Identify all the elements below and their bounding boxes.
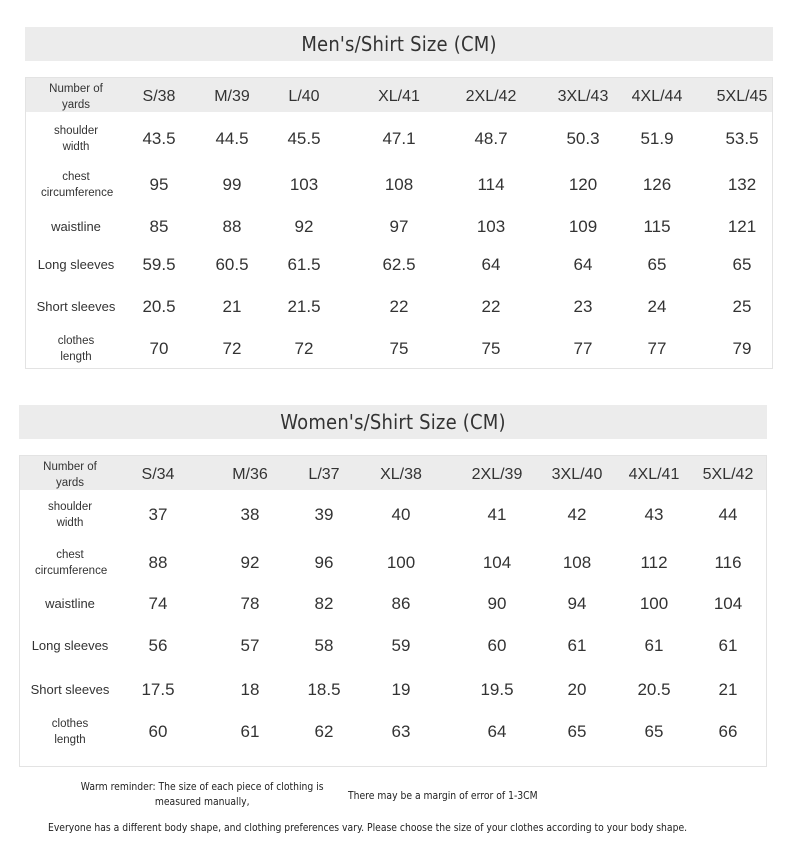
women-size-value: 18.5 [307, 680, 341, 699]
women-size-value: 56 [148, 636, 168, 655]
men-size-value: 20.5 [142, 297, 176, 316]
women-size-value: 104 [713, 594, 743, 613]
women-size-value: 112 [640, 553, 668, 572]
women-size-value: 44 [718, 505, 738, 524]
men-size-value: 43.5 [142, 129, 176, 148]
women-size-value: 60 [487, 636, 507, 655]
women-size-value: 92 [240, 553, 260, 572]
women-size-value: 21 [718, 680, 738, 699]
men-size-value: 121 [727, 217, 757, 236]
women-size-value: 37 [148, 505, 168, 524]
men-size-value: 97 [389, 217, 409, 236]
men-size-value: 59.5 [142, 255, 176, 274]
women-size-value: 116 [714, 553, 742, 572]
men-size-value: 22 [481, 297, 501, 316]
women-size-value: 42 [567, 505, 587, 524]
women-size-value: 78 [240, 594, 260, 613]
men-size-value: 21 [222, 297, 242, 316]
women-size-value: 38 [240, 505, 260, 524]
women-size-value: 61 [718, 636, 738, 655]
women-size-header: 4XL/41 [628, 466, 680, 483]
men-size-value: 79 [732, 339, 752, 358]
women-size-value: 104 [482, 553, 512, 572]
men-size-value: 99 [222, 175, 242, 194]
men-size-value: 77 [573, 339, 593, 358]
women-size-value: 100 [639, 594, 669, 613]
women-size-value: 65 [567, 722, 587, 741]
women-row-label: waistline [45, 596, 95, 611]
men-size-header: M/39 [214, 88, 250, 105]
men-row-label: shoulder width [53, 125, 99, 153]
women-size-value: 74 [148, 594, 168, 613]
men-size-value: 50.3 [566, 129, 600, 148]
women-size-value: 86 [391, 594, 411, 613]
women-size-section [19, 405, 767, 767]
men-size-value: 108 [384, 175, 414, 194]
men-size-value: 77 [647, 339, 667, 358]
women-size-value: 62 [314, 722, 334, 741]
women-size-value: 61 [567, 636, 587, 655]
men-size-table [25, 77, 773, 369]
men-size-header: XL/41 [378, 88, 420, 105]
men-size-header: 2XL/42 [465, 88, 517, 105]
men-size-value: 126 [642, 175, 672, 194]
men-row-label: Long sleeves [37, 257, 115, 272]
women-size-value: 60 [148, 722, 168, 741]
men-row-label: chest circumference [41, 171, 114, 199]
women-size-value: 63 [391, 722, 411, 741]
men-size-header: S/38 [142, 88, 176, 105]
women-size-header: XL/38 [380, 466, 422, 483]
error-margin-note: There may be a margin of error of 1-3CM [348, 790, 538, 802]
men-size-value: 72 [222, 339, 242, 358]
women-size-value: 66 [718, 722, 738, 741]
men-size-value: 22 [389, 297, 409, 316]
women-size-value: 108 [562, 553, 592, 572]
men-size-value: 88 [222, 217, 242, 236]
men-size-title: Men's/Shirt Size (CM) [25, 27, 773, 61]
women-header-label: Number of yards [43, 461, 97, 489]
warm-reminder-note: Warm reminder: The size of each piece of clothing is measured manually, [80, 781, 324, 808]
women-size-header: 3XL/40 [551, 466, 603, 483]
men-size-value: 24 [647, 297, 667, 316]
women-size-value: 94 [567, 594, 587, 613]
men-size-value: 103 [289, 175, 319, 194]
women-row-label: chest circumference [35, 549, 108, 577]
men-size-value: 95 [149, 175, 169, 194]
women-size-value: 57 [240, 636, 260, 655]
men-size-value: 109 [568, 217, 598, 236]
men-size-value: 75 [481, 339, 501, 358]
women-size-header: 2XL/39 [471, 466, 523, 483]
men-size-value: 65 [647, 255, 667, 274]
women-row-label: clothes length [51, 718, 89, 746]
men-size-value: 120 [568, 175, 598, 194]
women-size-value: 90 [487, 594, 507, 613]
women-size-value: 96 [314, 553, 334, 572]
women-size-value: 61 [644, 636, 664, 655]
men-size-value: 60.5 [215, 255, 249, 274]
women-size-value: 19 [391, 680, 411, 699]
women-row-label: Short sleeves [30, 682, 110, 697]
women-size-header: M/36 [232, 466, 268, 483]
women-size-header: L/37 [308, 466, 340, 483]
women-row-label: shoulder width [47, 501, 93, 529]
women-size-value: 61 [240, 722, 260, 741]
women-size-value: 20 [567, 680, 587, 699]
body-shape-note: Everyone has a different body shape, and clothing preferences vary. Please choose the size of your clothes according to your body shape. [48, 822, 688, 834]
women-size-value: 17.5 [141, 680, 175, 699]
men-size-value: 64 [573, 255, 593, 274]
men-size-value: 61.5 [287, 255, 321, 274]
men-row-label: clothes length [57, 335, 95, 363]
women-size-value: 100 [386, 553, 416, 572]
women-size-table [19, 455, 767, 767]
men-size-value: 44.5 [215, 129, 249, 148]
men-size-value: 64 [481, 255, 501, 274]
men-size-value: 132 [727, 175, 757, 194]
men-header-label: Number of yards [49, 83, 103, 111]
men-size-value: 115 [643, 217, 671, 236]
men-size-value: 25 [732, 297, 752, 316]
men-size-header: L/40 [288, 88, 320, 105]
men-size-value: 70 [149, 339, 169, 358]
women-size-header: S/34 [141, 466, 175, 483]
men-size-value: 114 [477, 175, 505, 194]
men-size-value: 72 [294, 339, 314, 358]
women-size-header: 5XL/42 [702, 466, 754, 483]
men-size-value: 47.1 [382, 129, 416, 148]
men-size-value: 92 [294, 217, 314, 236]
women-size-value: 82 [314, 594, 334, 613]
women-size-value: 64 [487, 722, 507, 741]
women-size-value: 41 [487, 505, 507, 524]
women-size-value: 18 [240, 680, 260, 699]
men-size-section [25, 27, 773, 369]
men-size-value: 62.5 [382, 255, 416, 274]
men-size-header: 4XL/44 [631, 88, 683, 105]
men-size-value: 48.7 [474, 129, 508, 148]
men-size-value: 21.5 [287, 297, 321, 316]
women-size-value: 39 [314, 505, 334, 524]
women-size-value: 40 [391, 505, 411, 524]
men-size-value: 103 [476, 217, 506, 236]
women-size-value: 58 [314, 636, 334, 655]
men-size-value: 75 [389, 339, 409, 358]
women-size-value: 43 [644, 505, 664, 524]
men-size-value: 51.9 [640, 129, 674, 148]
women-size-value: 59 [391, 636, 411, 655]
women-size-value: 20.5 [637, 680, 671, 699]
men-size-value: 53.5 [725, 129, 759, 148]
women-row-label: Long sleeves [31, 638, 109, 653]
men-row-label: waistline [51, 219, 101, 234]
women-size-value: 19.5 [480, 680, 514, 699]
men-size-header: 5XL/45 [716, 88, 768, 105]
men-size-value: 23 [573, 297, 593, 316]
men-size-value: 85 [149, 217, 169, 236]
men-row-label: Short sleeves [36, 299, 116, 314]
women-size-value: 88 [148, 553, 168, 572]
men-size-value: 45.5 [287, 129, 321, 148]
men-size-value: 65 [732, 255, 752, 274]
women-size-value: 65 [644, 722, 664, 741]
women-size-title: Women's/Shirt Size (CM) [19, 405, 767, 439]
men-size-header: 3XL/43 [557, 88, 609, 105]
